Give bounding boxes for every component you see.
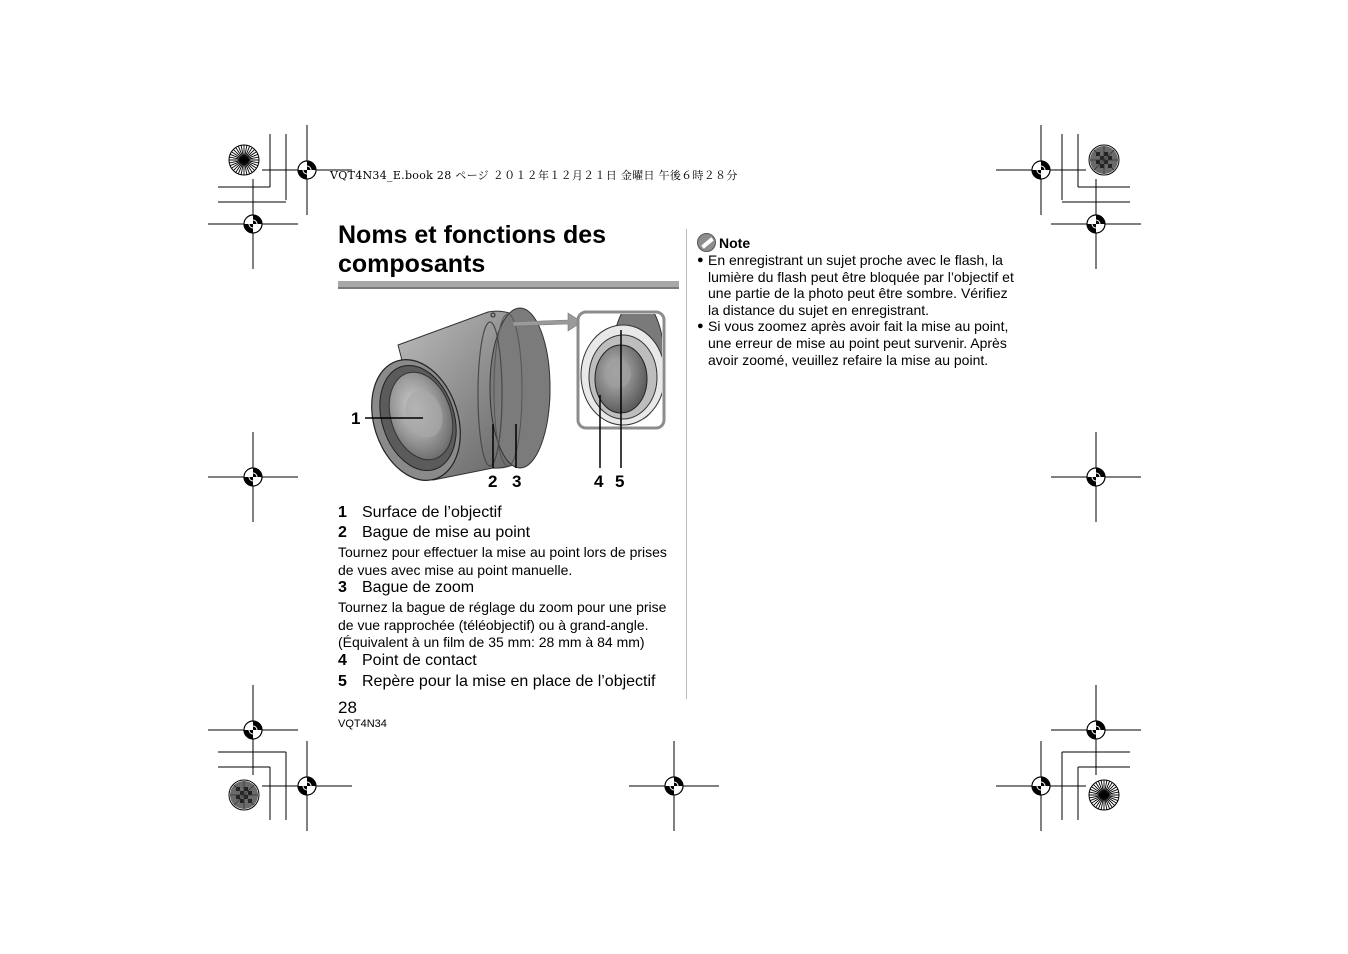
pencil-note-icon bbox=[697, 233, 716, 252]
note-label: Note bbox=[719, 234, 751, 251]
print-header: VQT4N34_E.book 28 ページ ２０１２年１２月２１日 金曜日 午後６時２８分 bbox=[330, 169, 738, 182]
note-line: lumière du flash peut être bloquée par l’objectif et bbox=[708, 268, 1014, 285]
document-code: VQT4N34 bbox=[338, 718, 387, 730]
title-underline bbox=[338, 281, 679, 289]
component-description bbox=[338, 544, 683, 579]
page-title bbox=[338, 221, 678, 279]
registration-mark-icon bbox=[1051, 685, 1141, 775]
callout-number: 2 bbox=[488, 472, 498, 491]
registration-mark-icon bbox=[208, 685, 298, 775]
component-label: Repère pour la mise en place de l’objectif bbox=[362, 673, 656, 690]
note-line: une partie de la photo peut être sombre. Vérifiez bbox=[708, 285, 1008, 302]
component-item bbox=[338, 504, 502, 522]
page-title-line: composants bbox=[338, 250, 486, 278]
description-line: de vue rapprochée (téléobjectif) ou à grand-angle. bbox=[338, 616, 649, 633]
star-target-icon bbox=[1089, 780, 1119, 810]
registration-mark-icon bbox=[208, 179, 298, 269]
component-label: Bague de zoom bbox=[362, 579, 475, 596]
component-item bbox=[338, 524, 530, 542]
component-item bbox=[338, 652, 477, 670]
callout-number: 4 bbox=[594, 472, 604, 491]
note-list bbox=[697, 252, 1037, 368]
registration-mark-icon bbox=[1051, 432, 1141, 522]
note-line: une erreur de mise au point peut survenir. Après bbox=[708, 334, 1007, 351]
component-number: 2 bbox=[338, 524, 347, 541]
component-number: 5 bbox=[338, 673, 347, 690]
note-line: Si vous zoomez après avoir fait la mise au point, bbox=[708, 318, 1009, 335]
checker-target-icon bbox=[229, 780, 259, 810]
registration-mark-icon bbox=[208, 432, 298, 522]
note-item bbox=[697, 318, 1037, 368]
component-label: Bague de mise au point bbox=[362, 524, 531, 541]
callout-number: 3 bbox=[512, 472, 522, 491]
description-line: (Équivalent à un film de 35 mm: 28 mm à 84 mm) bbox=[338, 634, 645, 650]
description-line: Tournez la bague de réglage du zoom pour une prise bbox=[338, 599, 667, 615]
registration-mark-icon bbox=[996, 741, 1086, 831]
registration-mark-icon bbox=[262, 741, 352, 831]
description-line: Tournez pour effectuer la mise au point lors de prises bbox=[338, 544, 667, 560]
bullet-icon: ● bbox=[697, 320, 704, 333]
registration-mark-icon bbox=[1051, 179, 1141, 269]
callout-number: 5 bbox=[615, 472, 625, 491]
component-item bbox=[338, 673, 656, 691]
registration-mark-icon bbox=[629, 741, 719, 831]
component-label: Surface de l’objectif bbox=[362, 504, 502, 521]
checker-target-icon bbox=[1089, 145, 1119, 175]
component-description bbox=[338, 599, 683, 652]
lens-illustration bbox=[338, 300, 678, 500]
page-title-line: Noms et fonctions des bbox=[338, 221, 607, 249]
description-line: de vues avec mise au point manuelle. bbox=[338, 561, 573, 578]
star-target-icon bbox=[229, 145, 259, 175]
component-number: 3 bbox=[338, 579, 347, 596]
note-heading bbox=[697, 233, 750, 252]
component-item bbox=[338, 579, 474, 597]
note-item bbox=[697, 252, 1037, 318]
component-label: Point de contact bbox=[362, 652, 477, 669]
note-line: avoir zoomé, veuillez refaire la mise au point. bbox=[708, 351, 989, 368]
note-line: En enregistrant un sujet proche avec le flash, la bbox=[708, 252, 1003, 268]
column-divider bbox=[686, 229, 687, 699]
callout-number: 1 bbox=[351, 409, 361, 428]
page-number: 28 bbox=[338, 698, 357, 717]
component-number: 4 bbox=[338, 652, 347, 669]
note-line: la distance du sujet en enregistrant. bbox=[708, 301, 930, 318]
component-number: 1 bbox=[338, 504, 347, 521]
bullet-icon: ● bbox=[697, 254, 704, 266]
